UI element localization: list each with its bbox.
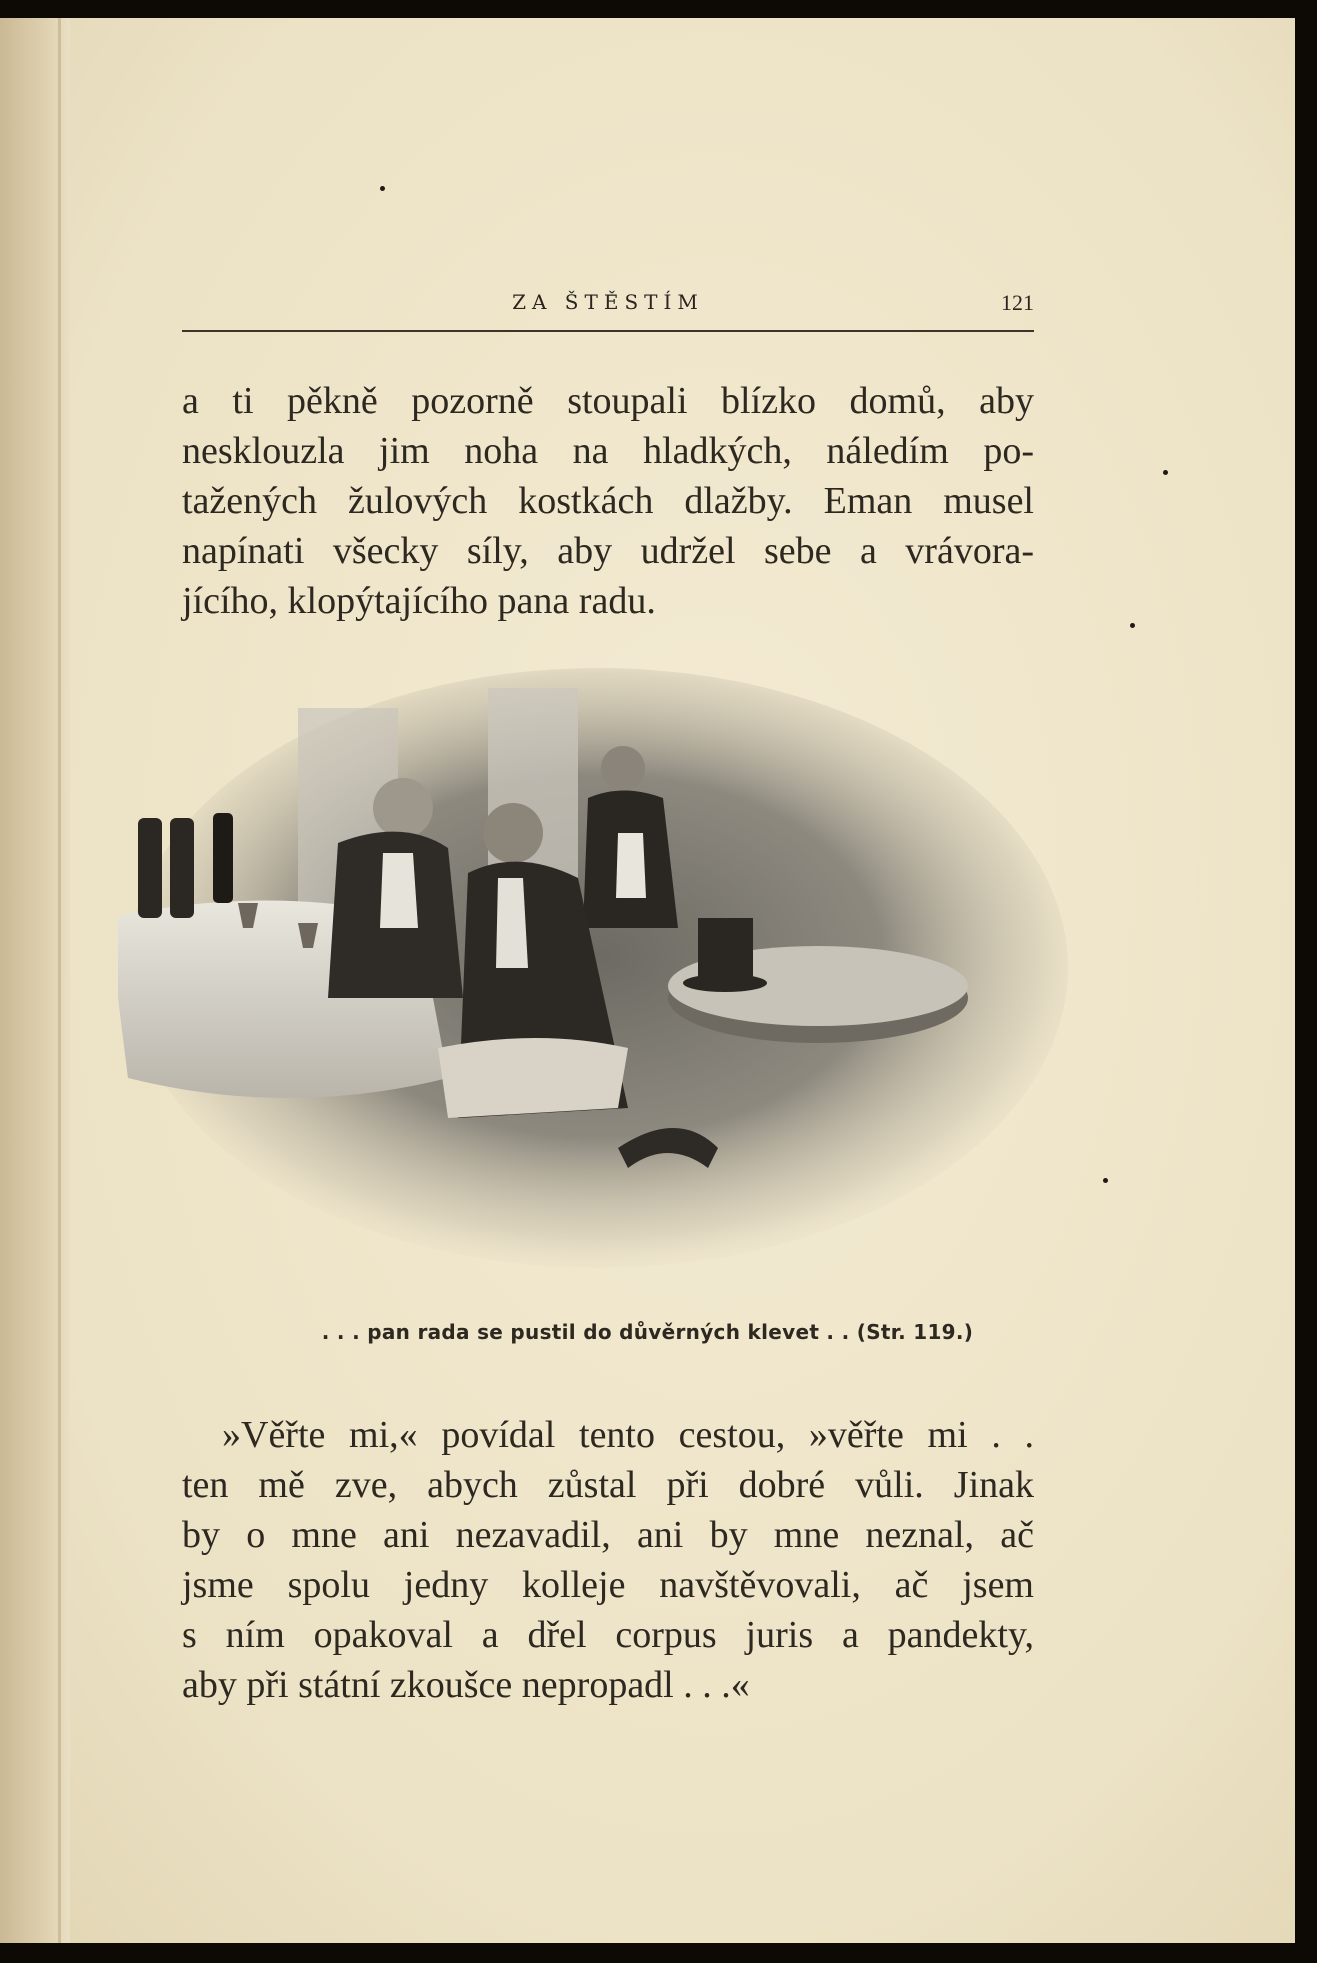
text-line: s ním opakoval a dřel corpus juris a pandekty, <box>182 1614 1034 1656</box>
paper-speck <box>1130 623 1135 628</box>
text-line: napínati všecky síly, aby udržel sebe a vrávora- <box>182 530 1034 572</box>
top-hat <box>698 918 753 983</box>
paragraph-2 <box>182 1410 1034 1710</box>
wine-bottle <box>170 818 194 918</box>
text-line: aby při státní zkoušce nepropadl . . .« <box>182 1664 750 1706</box>
paper-speck <box>1103 1178 1108 1183</box>
binding-fold <box>58 18 61 1943</box>
text-line: jícího, klopýtajícího pana radu. <box>182 580 656 622</box>
text-line: a ti pěkně pozorně stoupali blízko domů, aby <box>182 380 1034 422</box>
paragraph-1 <box>182 376 1034 626</box>
text-line: jsme spolu jedny kolleje navštěvovali, ač jsem <box>182 1564 1034 1606</box>
illustration-caption: . . . pan rada se pustil do důvěrných klevet . . (Str. 119.) <box>321 1320 974 1344</box>
page-number: 121 <box>1001 290 1034 315</box>
text-line: tažených žulových kostkách dlažby. Eman musel <box>182 480 1034 522</box>
text-line: »Věřte mi,« povídal tento cestou, »věřte mi . . <box>222 1414 1034 1456</box>
text-line: by o mne ani nezavadil, ani by mne neznal, ač <box>182 1514 1034 1556</box>
wine-bottle <box>213 813 233 903</box>
illustration-tavern-scene <box>118 668 1068 1288</box>
wine-bottle <box>138 818 162 918</box>
running-title: ZA ŠTĚSTÍM <box>512 290 704 314</box>
text-line: ten mě zve, abych zůstal při dobré vůli. Jinak <box>182 1464 1034 1506</box>
running-head <box>182 290 1034 332</box>
paper-speck <box>380 186 385 191</box>
text-line: nesklouzla jim noha na hladkých, náledím po- <box>182 430 1034 472</box>
book-page <box>0 18 1295 1943</box>
paper-speck <box>1163 470 1168 475</box>
